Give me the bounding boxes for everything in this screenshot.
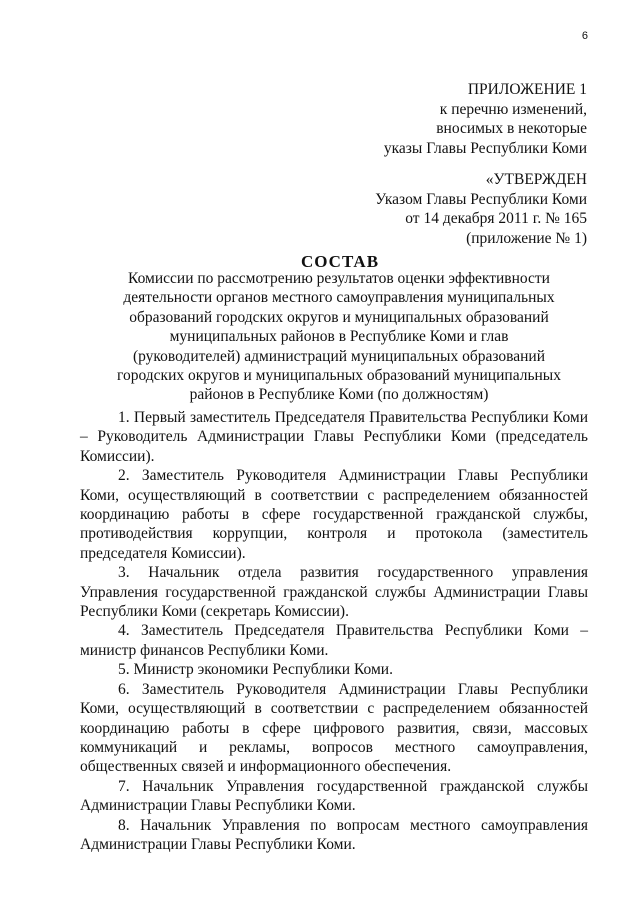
list-item: 6. Заместитель Руководителя Администрации Главы Республики Коми, осуществляющий в соответствии с распределением обязанностей координацию работы в сфере цифрового развития, связи, массовых коммуникаций и рекламы, вопросов местного самоуправления, общественных связей и информационного обеспечения. [80,680,588,776]
subtitle-line: муниципальных районов в Республике Коми и глав [169,328,509,346]
subtitle-line: районов в Республике Коми (по должностям) [189,386,489,404]
appendix-line: ПРИЛОЖЕНИЕ 1 [467,81,587,98]
list-item: 8. Начальник Управления по вопросам местного самоуправления Администрации Главы Республики Коми. [80,816,588,853]
page-number: 6 [581,30,588,42]
approval-stamp-text [375,170,587,248]
appendix-line: указы Главы Республики Коми [383,139,587,157]
list-item: 3. Начальник отдела развития государственного управления Управления государственной гражданской службы Администрации Главы Республики Коми (секретарь Комиссии). [80,564,588,621]
document-subtitle [102,269,576,405]
list-item: 1. Первый заместитель Председателя Правительства Республики Коми – Руководитель Администрации Главы Республики Коми (председатель Комиссии). [80,409,588,465]
approved-line: от 14 декабря 2011 г. № 165 [405,210,587,227]
appendix-line: к перечню изменений, [439,100,587,118]
approved-line: «УТВЕРЖДЕН [485,171,587,188]
approved-line: (приложение № 1) [466,229,587,247]
subtitle-line: образований городских округов и муниципальных образований [129,308,549,326]
document-title: СОСТАВ [300,252,380,271]
list-item: 5. Министр экономики Республики Коми. [118,661,393,679]
subtitle-line: Комиссии по рассмотрению результатов оценки эффективности [128,270,550,287]
appendix-header [384,80,587,158]
approved-line: Указом Главы Республики Коми [375,190,587,208]
subtitle-line: (руководителей) администраций муниципальных образований [132,347,546,365]
subtitle-line: деятельности органов местного самоуправления муниципальных [123,289,555,307]
list-item: 7. Начальник Управления государственной гражданской службы Администрации Главы Республики Коми. [80,777,588,815]
appendix-line: вносимых в некоторые [436,120,587,137]
list-item: 2. Заместитель Руководителя Администрации Главы Республики Коми, осуществляющий в соответствии с распределением обязанностей координацию работы в сфере государственной гражданской службы, противодействия коррупции, контроля и протокола (заместитель председателя Комиссии). [80,467,588,562]
list-item: 4. Заместитель Председателя Правительства Республики Коми – министр финансов Республики Коми. [80,622,588,659]
subtitle-line: городских округов и муниципальных образований муниципальных [117,367,561,385]
member-list [80,408,588,854]
